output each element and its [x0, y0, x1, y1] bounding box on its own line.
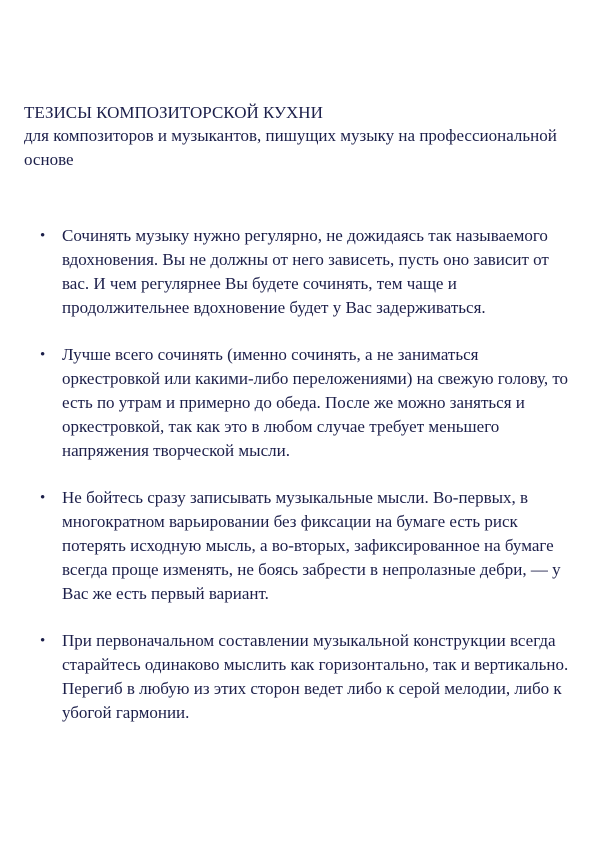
theses-list	[40, 224, 570, 748]
bullet-icon: •	[40, 490, 46, 506]
thesis-item-2	[40, 343, 570, 463]
bullet-icon: •	[40, 228, 46, 244]
bullet-icon: •	[40, 347, 46, 363]
thesis-text: Не бойтесь сразу записывать музыкальные мысли. Во-первых, в многократном варьировании без фиксации на бумаге есть риск потерять исходную мысль, а во-вторых, зафиксированное на бумаге всегда проще изменять, не боясь забрести в непролазные дебри, — у Вас же есть первый вариант.	[62, 488, 561, 603]
document-subtitle: для композиторов и музыкантов, пишущих музыку на профессиональной основе	[24, 126, 557, 169]
thesis-text: При первоначальном составлении музыкальной конструкции всегда старайтесь одинаково мыслить как горизонтально, так и вертикально. Перегиб в любую из этих сторон ведет либо к серой мелодии, либо к убогой гармонии.	[62, 631, 569, 722]
document-header	[24, 102, 564, 172]
bullet-icon: •	[40, 633, 46, 649]
document-title: ТЕЗИСЫ КОМПОЗИТОРСКОЙ КУХНИ	[24, 103, 323, 122]
thesis-text: Лучше всего сочинять (именно сочинять, а не заниматься оркестровкой или какими-либо переложениями) на свежую голову, то есть по утрам и примерно до обеда. После же можно заняться и оркестровкой, так как это в любом случае требует меньшего напряжения творческой мысли.	[62, 345, 569, 460]
thesis-item-4	[40, 629, 570, 725]
thesis-item-3	[40, 486, 570, 606]
thesis-text: Сочинять музыку нужно регулярно, не дожидаясь так называемого вдохновения. Вы не должны от него зависеть, пусть оно зависит от вас. И чем регулярнее Вы будете сочинять, тем чаще и продолжительнее вдохновение будет у Вас задерживаться.	[62, 226, 549, 317]
thesis-item-1	[40, 224, 570, 320]
